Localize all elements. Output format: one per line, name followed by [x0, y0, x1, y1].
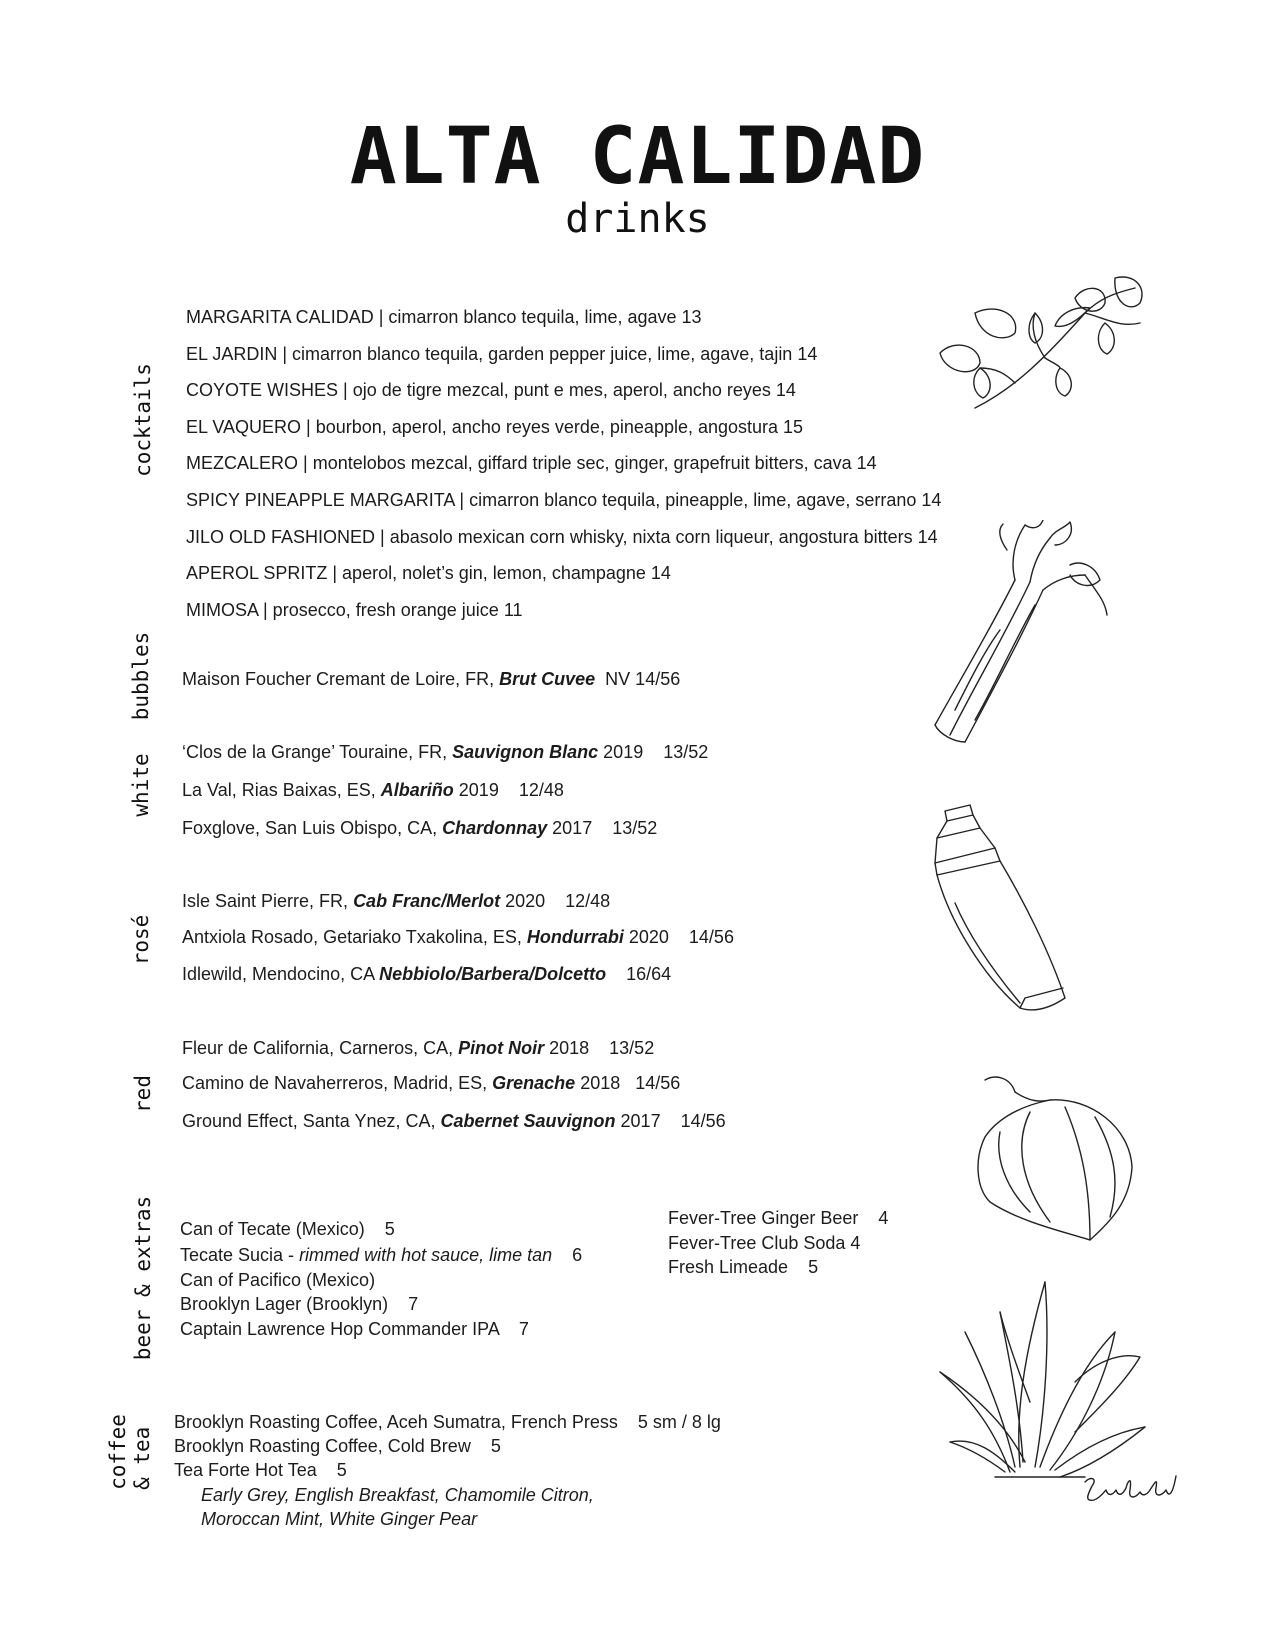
wine-producer: Idlewild, Mendocino, CA — [182, 964, 380, 984]
menu-title: ALTA CALIDAD — [349, 112, 926, 202]
list-item: SPICY PINEAPPLE MARGARITA | cimarron blanco tequila, pineapple, lime, agave, serrano 14 — [186, 490, 942, 510]
list-item: Can of Tecate (Mexico) 5 — [180, 1219, 395, 1239]
wine-vintage-price: 16/64 — [606, 964, 672, 984]
wine-item — [182, 1111, 726, 1132]
list-item: Captain Lawrence Hop Commander IPA 7 — [180, 1319, 529, 1339]
item-price: 6 — [552, 1245, 583, 1265]
tea-flavors-line: Early Grey, English Breakfast, Chamomile Citron, — [201, 1485, 594, 1505]
wine-varietal: Sauvignon Blanc — [452, 742, 599, 762]
tea-flavors — [201, 1509, 477, 1530]
wine-varietal: Hondurrabi — [526, 927, 624, 947]
item-name: Tecate Sucia - — [180, 1245, 300, 1265]
wine-producer: Antxiola Rosado, Getariako Txakolina, ES, — [182, 927, 527, 947]
signature-icon — [1080, 1470, 1180, 1510]
list-item: Can of Pacifico (Mexico) — [180, 1270, 376, 1290]
wine-vintage-price: 2017 14/56 — [615, 1111, 726, 1131]
list-item: Fever-Tree Club Soda 4 — [668, 1233, 861, 1253]
list-item: JILO OLD FASHIONED | abasolo mexican corn whisky, nixta corn liqueur, angostura bitters 14 — [186, 527, 938, 547]
list-item: COYOTE WISHES | ojo de tigre mezcal, punt e mes, aperol, ancho reyes 14 — [186, 380, 796, 400]
list-item: MIMOSA | prosecco, fresh orange juice 11 — [186, 600, 523, 620]
wine-vintage-price: 2020 14/56 — [623, 927, 734, 947]
list-item — [180, 1245, 582, 1266]
wine-varietal: Cab Franc/Merlot — [353, 891, 501, 911]
tea-flavors — [201, 1485, 594, 1506]
wine-item — [182, 742, 708, 763]
wine-vintage-price: 2017 13/52 — [547, 818, 658, 838]
wine-producer: Ground Effect, Santa Ynez, CA, — [182, 1111, 441, 1131]
wine-varietal: Grenache — [492, 1073, 576, 1093]
wine-vintage-price: NV 14/56 — [595, 669, 681, 689]
wine-producer: Camino de Navaherreros, Madrid, ES, — [182, 1073, 493, 1093]
list-item: MARGARITA CALIDAD | cimarron blanco tequila, lime, agave 13 — [186, 307, 702, 327]
wine-vintage-price: 2018 13/52 — [544, 1038, 655, 1058]
list-item: Fresh Limeade 5 — [668, 1257, 819, 1277]
agave-plant-icon — [935, 1272, 1150, 1482]
section-label-beer-extras: beer & extras — [131, 1195, 155, 1361]
item-description: rimmed with hot sauce, lime tan — [299, 1245, 553, 1265]
wine-varietal: Nebbiolo/Barbera/Dolcetto — [379, 964, 607, 984]
wine-item — [182, 1038, 654, 1059]
list-item: EL VAQUERO | bourbon, aperol, ancho reyes verde, pineapple, angostura 15 — [186, 417, 804, 437]
list-item: Brooklyn Roasting Coffee, Aceh Sumatra, French Press 5 sm / 8 lg — [174, 1412, 721, 1432]
section-label-tea: & tea — [130, 1426, 154, 1490]
menu-subtitle: drinks — [565, 196, 710, 242]
wine-item — [182, 780, 564, 801]
wine-item — [182, 669, 680, 690]
list-item: MEZCALERO | montelobos mezcal, giffard triple sec, ginger, grapefruit bitters, cava 14 — [186, 453, 877, 473]
wine-item — [182, 818, 657, 839]
wine-varietal: Pinot Noir — [458, 1038, 545, 1058]
wine-item — [182, 964, 671, 985]
tea-flavors-line: Moroccan Mint, White Ginger Pear — [201, 1509, 478, 1529]
section-label-red: red — [131, 1075, 155, 1113]
wine-vintage-price: 2020 12/48 — [500, 891, 611, 911]
wine-varietal: Chardonnay — [442, 818, 548, 838]
wine-producer: Foxglove, San Luis Obispo, CA, — [182, 818, 443, 838]
wine-vintage-price: 2019 12/48 — [453, 780, 564, 800]
list-item: Fever-Tree Ginger Beer 4 — [668, 1208, 889, 1228]
wine-varietal: Cabernet Sauvignon — [440, 1111, 616, 1131]
section-label-coffee: coffee — [106, 1414, 130, 1490]
wine-producer: La Val, Rias Baixas, ES, — [182, 780, 381, 800]
physalis-branch-icon — [935, 268, 1150, 418]
section-label-bubbles: bubbles — [129, 631, 153, 721]
section-label-coffee-tea — [106, 1414, 154, 1490]
section-label-rose: rosé — [129, 914, 153, 966]
list-item: Brooklyn Lager (Brooklyn) 7 — [180, 1294, 419, 1314]
list-item: Brooklyn Roasting Coffee, Cold Brew 5 — [174, 1436, 501, 1456]
section-label-white: white — [129, 753, 153, 817]
celery-icon — [915, 520, 1115, 750]
wine-producer: ‘Clos de la Grange’ Touraine, FR, — [182, 742, 453, 762]
wine-producer: Maison Foucher Cremant de Loire, FR, — [182, 669, 500, 689]
wine-varietal: Brut Cuvee — [499, 669, 596, 689]
list-item: EL JARDIN | cimarron blanco tequila, garden pepper juice, lime, agave, tajin 14 — [186, 344, 818, 364]
habanero-pepper-icon — [970, 1072, 1140, 1244]
wine-vintage-price: 2018 14/56 — [575, 1073, 681, 1093]
section-label-cocktails: cocktails — [131, 363, 155, 477]
wine-vintage-price: 2019 13/52 — [598, 742, 709, 762]
wine-item — [182, 1073, 680, 1094]
wine-varietal: Albariño — [380, 780, 454, 800]
wine-item — [182, 891, 610, 912]
wine-producer: Isle Saint Pierre, FR, — [182, 891, 354, 911]
list-item: Tea Forte Hot Tea 5 — [174, 1460, 347, 1480]
cocktail-shaker-icon — [925, 803, 1075, 1018]
wine-producer: Fleur de California, Carneros, CA, — [182, 1038, 459, 1058]
wine-item — [182, 927, 734, 948]
list-item: APEROL SPRITZ | aperol, nolet’s gin, lemon, champagne 14 — [186, 563, 671, 583]
